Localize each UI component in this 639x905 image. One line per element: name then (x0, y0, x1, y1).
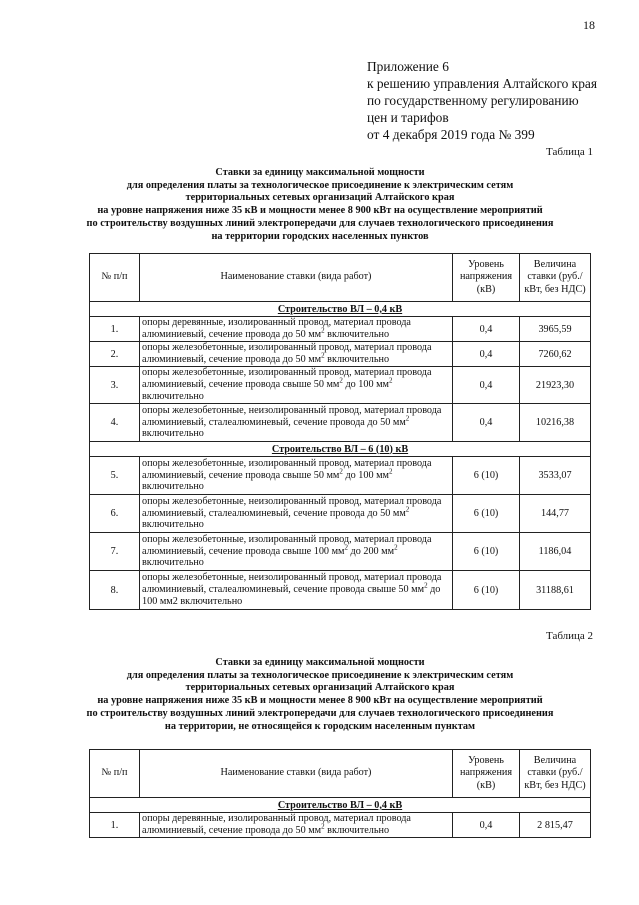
row-level: 0,4 (453, 367, 520, 404)
caption-line: Ставки за единицу максимальной мощности (215, 657, 425, 668)
section-title: Строительство ВЛ – 0,4 кВ (90, 302, 591, 317)
row-value: 3965,59 (520, 317, 591, 342)
table2-caption (50, 657, 590, 733)
row-desc: опоры железобетонные, неизолированный провод, материал провода алюминиевый, сталеалюминевый, сечение провода свыше 50 $мм^2$ до 100 мм2 включительно (140, 571, 453, 610)
table-row (90, 495, 591, 533)
row-num: 3. (90, 367, 140, 404)
row-value: 10216,38 (520, 404, 591, 442)
appendix-line: по государственному регулированию (367, 93, 579, 108)
row-desc: опоры железобетонные, изолированный провод, материал провода алюминиевый, сечение провода свыше 50 $мм^2$ до 100 $мм^2$ включительно (140, 457, 453, 495)
row-desc: опоры железобетонные, изолированный провод, материал провода алюминиевый, сечение провода свыше 100 $мм^2$ до 200 $мм^2$ включительно (140, 533, 453, 571)
row-num: 2. (90, 342, 140, 367)
row-level: 6 (10) (453, 457, 520, 495)
rates-table-2 (89, 749, 591, 838)
caption-line: на территории, не относящейся к городским населенным пунктам (164, 720, 476, 732)
appendix-line: от 4 декабря 2019 года № 399 (367, 127, 535, 142)
row-value: 1186,04 (520, 533, 591, 571)
row-level: 6 (10) (453, 495, 520, 533)
appendix-header (367, 58, 597, 143)
row-value: 144,77 (520, 495, 591, 533)
row-value: 2 815,47 (520, 813, 591, 838)
appendix-line: Приложение 6 (367, 59, 449, 74)
header-value: Величина ставки (руб./кВт, без НДС) (520, 254, 591, 302)
row-num: 5. (90, 457, 140, 495)
table1-caption (50, 167, 590, 243)
row-desc: опоры деревянные, изолированный провод, материал провода алюминиевый, сечение провода до 50 $мм^2$ включительно (140, 317, 453, 342)
appendix-line: к решению управления Алтайского края (367, 76, 597, 91)
table-row (90, 813, 591, 838)
row-level: 0,4 (453, 317, 520, 342)
row-num: 6. (90, 495, 140, 533)
table-row (90, 533, 591, 571)
caption-line: для определения платы за технологическое присоединение к электрическим сетям (126, 669, 514, 681)
table1-label: Таблица 1 (546, 146, 594, 158)
table-header-row (90, 254, 591, 302)
table2-label: Таблица 2 (546, 630, 594, 642)
section-title: Строительство ВЛ – 0,4 кВ (90, 798, 591, 813)
row-value: 3533,07 (520, 457, 591, 495)
header-name: Наименование ставки (вида работ) (140, 750, 453, 798)
appendix-line: цен и тарифов (367, 110, 449, 125)
table-row (90, 404, 591, 442)
row-num: 4. (90, 404, 140, 442)
row-desc: опоры железобетонные, изолированный провод, материал провода алюминиевый, сечение провода до 50 $мм^2$ включительно (140, 342, 453, 367)
section-row (90, 302, 591, 317)
header-level: Уровень напряжения (кВ) (453, 750, 520, 798)
caption-line: на уровне напряжения ниже 35 кВ и мощности менее 8 900 кВт на осуществление мероприятий (97, 695, 543, 707)
caption-line: территориальных сетевых организаций Алтайского края (185, 192, 455, 204)
row-value: 7260,62 (520, 342, 591, 367)
caption-line: для определения платы за технологическое присоединение к электрическим сетям (126, 179, 514, 191)
table-row (90, 457, 591, 495)
page-number: 18 (583, 18, 595, 32)
caption-line: территориальных сетевых организаций Алтайского края (185, 682, 455, 694)
table-header-row (90, 750, 591, 798)
row-level: 0,4 (453, 342, 520, 367)
table-row (90, 367, 591, 404)
rates-table-1 (89, 253, 591, 610)
row-num: 8. (90, 571, 140, 610)
caption-line: по строительству воздушных линий электропередачи для случаев технологического присоединения (86, 217, 554, 229)
header-num: № п/п (90, 254, 140, 302)
section-title: Строительство ВЛ – 6 (10) кВ (90, 442, 591, 457)
table-row (90, 317, 591, 342)
row-num: 1. (90, 813, 140, 838)
section-row (90, 442, 591, 457)
row-level: 6 (10) (453, 571, 520, 610)
row-num: 7. (90, 533, 140, 571)
table-row (90, 571, 591, 610)
table-row (90, 342, 591, 367)
caption-line: на уровне напряжения ниже 35 кВ и мощности менее 8 900 кВт на осуществление мероприятий (97, 205, 543, 217)
header-value: Величина ставки (руб./кВт, без НДС) (520, 750, 591, 798)
caption-line: по строительству воздушных линий электропередачи для случаев технологического присоединения (86, 707, 554, 719)
row-desc: опоры железобетонные, изолированный провод, материал провода алюминиевый, сечение провода свыше 50 $мм^2$ до 100 $мм^2$ включительно (140, 367, 453, 404)
header-name: Наименование ставки (вида работ) (140, 254, 453, 302)
row-num: 1. (90, 317, 140, 342)
header-level: Уровень напряжения (кВ) (453, 254, 520, 302)
row-value: 21923,30 (520, 367, 591, 404)
row-level: 0,4 (453, 813, 520, 838)
caption-line: на территории городских населенных пунктов (211, 230, 429, 242)
row-level: 0,4 (453, 404, 520, 442)
row-desc: опоры деревянные, изолированный провод, материал провода алюминиевый, сечение провода до 50 $мм^2$ включительно (140, 813, 453, 838)
row-desc: опоры железобетонные, неизолированный провод, материал провода алюминиевый, сталеалюминевый, сечение провода до 50 $мм^2$ включительно (140, 404, 453, 442)
section-row (90, 798, 591, 813)
row-value: 31188,61 (520, 571, 591, 610)
caption-line: Ставки за единицу максимальной мощности (215, 167, 425, 178)
header-num: № п/п (90, 750, 140, 798)
row-level: 6 (10) (453, 533, 520, 571)
row-desc: опоры железобетонные, неизолированный провод, материал провода алюминиевый, сталеалюминевый, сечение провода до 50 $мм^2$ включительно (140, 495, 453, 533)
